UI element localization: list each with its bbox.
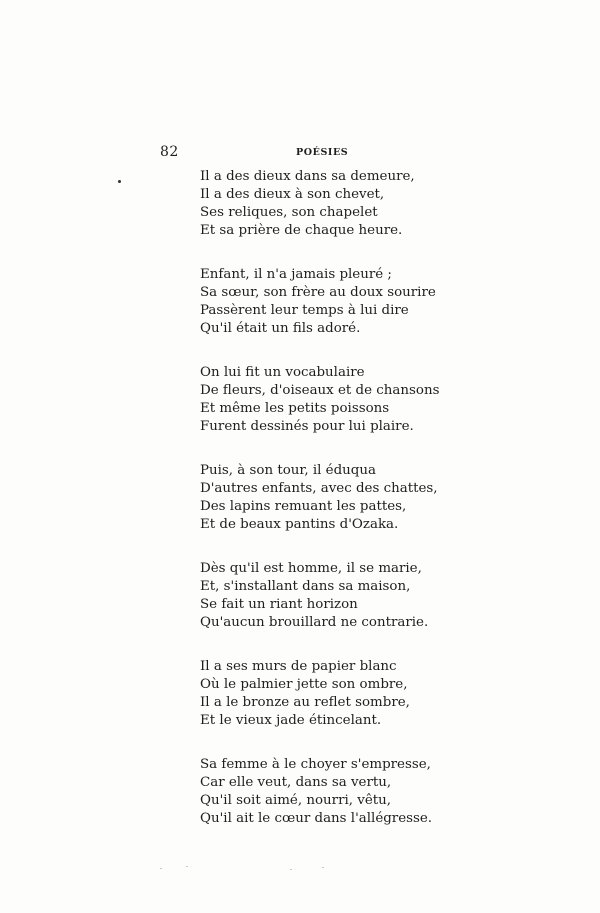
- verse-line: Qu'il soit aimé, nourri, vêtu,: [200, 793, 392, 808]
- verse-line: Et, s'installant dans sa maison,: [200, 579, 411, 594]
- verse-line: Et même les petits poissons: [200, 401, 390, 416]
- verse-line: Sa sœur, son frère au doux sourire: [200, 285, 436, 300]
- verse-line: Il a le bronze au reflet sombre,: [200, 695, 410, 710]
- verse-line: Ses reliques, son chapelet: [200, 205, 378, 220]
- verse-line: Car elle veut, dans sa vertu,: [200, 775, 392, 790]
- verse-line: Se fait un riant horizon: [200, 597, 358, 612]
- stanza: [200, 462, 460, 534]
- scan-speck: [186, 866, 188, 867]
- verse-line: On lui fit un vocabulaire: [200, 365, 365, 380]
- stanza: [200, 560, 460, 632]
- stanza: [200, 266, 460, 338]
- verse-line: Sa femme à le choyer s'empresse,: [200, 757, 431, 772]
- verse-line: D'autres enfants, avec des chattes,: [200, 481, 438, 496]
- scan-speck: [290, 869, 292, 870]
- verse-line: De fleurs, d'oiseaux et de chansons: [200, 383, 440, 398]
- verse-line: Dès qu'il est homme, il se marie,: [200, 561, 422, 576]
- verse-line: Et le vieux jade étincelant.: [200, 713, 382, 728]
- stanza: [200, 168, 460, 240]
- verse-line: Passèrent leur temps à lui dire: [200, 303, 409, 318]
- verse-line: Et sa prière de chaque heure.: [200, 223, 403, 238]
- verse-line: Il a des dieux dans sa demeure,: [200, 169, 415, 184]
- verse-line: Des lapins remuant les pattes,: [200, 499, 407, 514]
- running-title: POÉSIES: [296, 147, 349, 158]
- verse-line: Enfant, il n'a jamais pleuré ;: [200, 267, 392, 282]
- verse-line: Qu'il ait le cœur dans l'allégresse.: [200, 811, 433, 826]
- stanza: [200, 364, 460, 436]
- scan-speck: [160, 868, 162, 869]
- verse-line: Où le palmier jette son ombre,: [200, 677, 408, 692]
- stanza: [200, 756, 460, 828]
- verse-line: Qu'il était un fils adoré.: [200, 321, 361, 336]
- page-number: 82: [160, 144, 179, 160]
- verse-line: Furent dessinés pour lui plaire.: [200, 419, 414, 434]
- ink-speck: [118, 180, 121, 183]
- verse-line: Puis, à son tour, il éduqua: [200, 463, 376, 478]
- verse-line: Et de beaux pantins d'Ozaka.: [200, 517, 399, 532]
- scan-speck: [322, 867, 324, 868]
- poem: [200, 168, 460, 854]
- verse-line: Il a ses murs de papier blanc: [200, 659, 397, 674]
- verse-line: Qu'aucun brouillard ne contrarie.: [200, 615, 429, 630]
- verse-line: Il a des dieux à son chevet,: [200, 187, 385, 202]
- stanza: [200, 658, 460, 730]
